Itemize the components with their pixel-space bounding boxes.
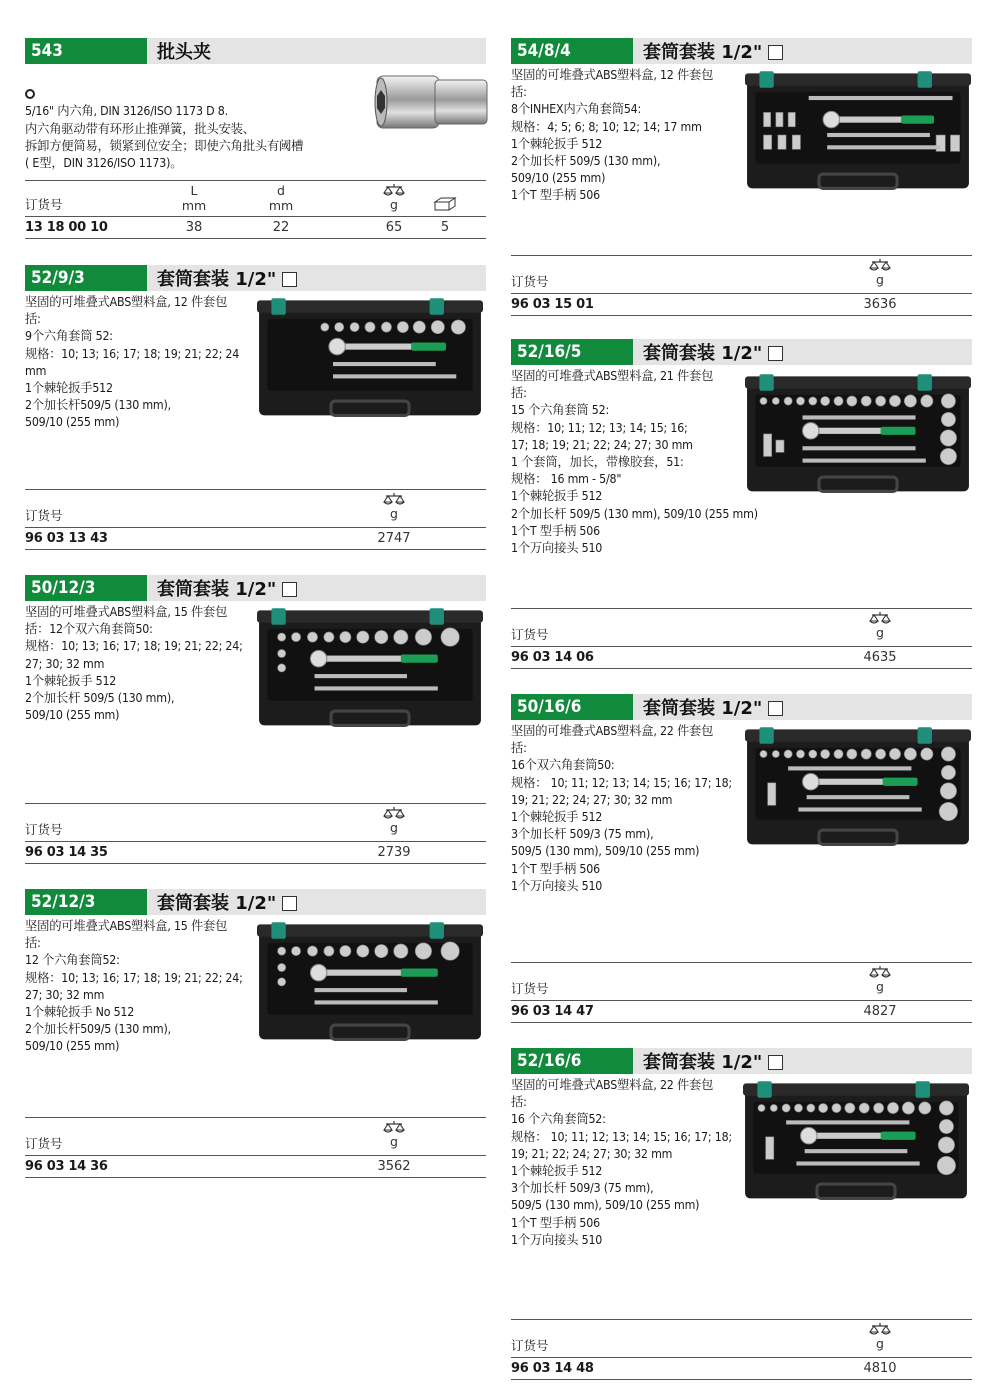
section-title: 套筒套装 1/2" <box>147 889 297 915</box>
description: 坚固的可堆叠式ABS塑料盒, 21 件套包 括: 15 个六角套筒 52: 规格：10; 11; 12; 13; 14; 15; 16; 17; 18; 19; 21; 22; 24; 27; 30 mm 1 个套筒，加长，带橡胶套，51: 规格： 16 mm - 5/8" 1个棘轮扳手 512 2个加长杆 509/5 (130 mm), 509/10 (255 mm) 1个T 型手柄 506 1个万向接头 510 <box>511 369 758 556</box>
spec-table <box>511 255 972 316</box>
order-number: 96 03 14 06 <box>511 650 594 665</box>
col-d: d <box>277 183 285 198</box>
section-header <box>25 38 486 64</box>
val-L: 38 <box>185 220 203 235</box>
scale-icon <box>869 611 891 625</box>
product-54-8-4 <box>511 38 972 320</box>
scale-icon <box>869 258 891 272</box>
order-label: 订货号 <box>511 627 549 642</box>
description <box>25 69 345 189</box>
description: 坚固的可堆叠式ABS塑料盒, 22 件套包 括: 16 个六角套筒52: 规格： 10; 11; 12; 13; 14; 15; 16; 17; 18; 19; 21; 22; 24; 27; 30; 32 mm 1个棘轮扳手 512 3个加长杆 509/3 (75 mm), 509/5 (130 mm), 509/10 (255 mm) 1个T 型手柄 506 1个万向接头 510 <box>511 1078 732 1247</box>
val-weight: 2739 <box>377 845 411 860</box>
description: 坚固的可堆叠式ABS塑料盒, 12 件套包 括: 8个INHEX内六角套筒54: 规格：4; 5; 6; 8; 10; 12; 14; 17 mm 1个棘轮扳手 512 2个加长杆 509/5 (130 mm), 509/10 (255 mm) 1个T 型手柄 506 <box>511 68 714 203</box>
drive-size: 1/2" <box>721 698 763 719</box>
col-weight-unit: g <box>390 820 398 835</box>
description: 坚固的可堆叠式ABS塑料盒, 15 件套包 括: 12 个六角套筒52: 规格：10; 13; 16; 17; 18; 19; 21; 22; 24; 27; 30; 32 mm 1个棘轮扳手 No 512 2个加长杆509/5 (130 mm), 509/10 (255 mm) <box>25 919 243 1054</box>
order-number: 96 03 14 47 <box>511 1004 594 1019</box>
bit-holder-image <box>373 70 491 134</box>
spec-table <box>511 608 972 669</box>
drive-size: 1/2" <box>235 269 277 290</box>
order-number: 96 03 14 48 <box>511 1361 594 1376</box>
order-number: 13 18 00 10 <box>25 220 108 235</box>
case-image <box>257 607 483 737</box>
order-label: 订货号 <box>25 197 63 212</box>
val-weight: 4635 <box>863 650 897 665</box>
product-543 <box>25 38 486 244</box>
col-weight-unit: g <box>390 197 398 212</box>
spec-table <box>511 1319 972 1380</box>
val-weight: 3636 <box>863 297 897 312</box>
description: 坚固的可堆叠式ABS塑料盒, 15 件套包 括：12个双六角套筒50: 规格：10; 13; 16; 17; 18; 19; 21; 22; 24; 27; 30; 32 mm 1个棘轮扳手 512 2个加长杆 509/5 (130 mm), 509/10 (255 mm) <box>25 605 243 723</box>
product-52-16-5 <box>511 339 972 673</box>
case-image <box>257 921 483 1051</box>
article-code: 543 <box>25 38 147 64</box>
circle-icon <box>25 89 35 99</box>
spec-table <box>511 962 972 1023</box>
section-title: 套筒套装 1/2" <box>147 265 297 291</box>
order-label: 订货号 <box>25 1136 63 1151</box>
scale-icon <box>383 492 405 506</box>
drive-size: 1/2" <box>235 893 277 914</box>
col-weight-unit: g <box>876 979 884 994</box>
order-number: 96 03 13 43 <box>25 531 108 546</box>
scale-icon <box>383 806 405 820</box>
article-code: 54/8/4 <box>511 38 633 64</box>
val-pack: 5 <box>440 220 450 235</box>
checkbox-icon <box>768 701 783 716</box>
val-weight: 4810 <box>863 1361 897 1376</box>
spec-table <box>25 180 486 239</box>
checkbox-icon <box>768 346 783 361</box>
col-weight-unit: g <box>876 272 884 287</box>
checkbox-icon <box>768 1055 783 1070</box>
drive-size: 1/2" <box>721 42 763 63</box>
order-label: 订货号 <box>25 822 63 837</box>
col-weight-unit: g <box>390 506 398 521</box>
product-52-9-3 <box>25 265 486 557</box>
col-d-unit: mm <box>268 198 294 213</box>
order-label: 订货号 <box>511 981 549 996</box>
case-image <box>257 297 483 427</box>
order-label: 订货号 <box>511 1338 549 1353</box>
section-title: 套筒套装 1/2" <box>633 694 783 720</box>
desc-text: 内六角驱动带有环形止推弹簧，批头安装、 拆卸方便简易，锁紧到位安全；即使六角批头有阈槽 ( E型，DIN 3126/ISO 1173)。 <box>25 121 304 171</box>
product-52-16-6 <box>511 1048 972 1390</box>
description: 坚固的可堆叠式ABS塑料盒, 12 件套包 括: 9个六角套筒 52: 规格：10; 13; 16; 17; 18; 19; 21; 22; 24 mm 1个棘轮扳手512 2个加长杆509/5 (130 mm), 509/10 (255 mm) <box>25 295 240 430</box>
order-number: 96 03 15 01 <box>511 297 594 312</box>
drive-size: 1/2" <box>721 1052 763 1073</box>
package-icon <box>433 197 457 211</box>
order-label: 订货号 <box>25 508 63 523</box>
article-code: 52/16/5 <box>511 339 633 365</box>
val-weight: 2747 <box>377 531 411 546</box>
section-title: 套筒套装 1/2" <box>633 339 783 365</box>
case-image <box>745 726 971 856</box>
col-L: L <box>190 183 198 198</box>
val-weight: 65 <box>385 220 403 235</box>
section-title: 批头夹 <box>157 42 211 63</box>
col-weight-unit: g <box>876 625 884 640</box>
section-title: 套筒套装 1/2" <box>633 38 783 64</box>
desc-spec: 5/16" 内六角, DIN 3126/ISO 1173 D 8. <box>25 104 228 119</box>
spec-table <box>25 1117 486 1178</box>
checkbox-icon <box>768 45 783 60</box>
scale-icon <box>869 965 891 979</box>
order-number: 96 03 14 35 <box>25 845 108 860</box>
drive-size: 1/2" <box>721 343 763 364</box>
article-code: 52/16/6 <box>511 1048 633 1074</box>
spec-table <box>25 489 486 550</box>
description: 坚固的可堆叠式ABS塑料盒, 22 件套包 括: 16个双六角套筒50: 规格： 10; 11; 12; 13; 14; 15; 16; 17; 18; 19; 21; 22; 24; 27; 30; 32 mm 1个棘轮扳手 512 3个加长杆 509/3 (75 mm), 509/5 (130 mm), 509/10 (255 mm) 1个T 型手柄 506 1个万向接头 510 <box>511 724 732 893</box>
scale-icon <box>383 183 405 197</box>
col-weight-unit: g <box>390 1134 398 1149</box>
article-code: 50/16/6 <box>511 694 633 720</box>
spec-table <box>25 803 486 864</box>
case-image <box>745 70 971 200</box>
product-50-12-3 <box>25 575 486 867</box>
article-code: 52/9/3 <box>25 265 147 291</box>
order-label: 订货号 <box>511 274 549 289</box>
drive-size: 1/2" <box>235 579 277 600</box>
val-weight: 4827 <box>863 1004 897 1019</box>
case-image <box>745 373 971 503</box>
case-image <box>743 1080 969 1210</box>
section-title: 套筒套装 1/2" <box>633 1048 783 1074</box>
col-weight-unit: g <box>876 1336 884 1351</box>
checkbox-icon <box>282 896 297 911</box>
checkbox-icon <box>282 582 297 597</box>
order-number: 96 03 14 36 <box>25 1159 108 1174</box>
scale-icon <box>869 1322 891 1336</box>
scale-icon <box>383 1120 405 1134</box>
checkbox-icon <box>282 272 297 287</box>
product-50-16-6 <box>511 694 972 1028</box>
val-weight: 3562 <box>377 1159 411 1174</box>
val-d: 22 <box>272 220 290 235</box>
product-52-12-3 <box>25 889 486 1181</box>
section-title: 套筒套装 1/2" <box>147 575 297 601</box>
article-code: 52/12/3 <box>25 889 147 915</box>
article-code: 50/12/3 <box>25 575 147 601</box>
col-L-unit: mm <box>181 198 207 213</box>
